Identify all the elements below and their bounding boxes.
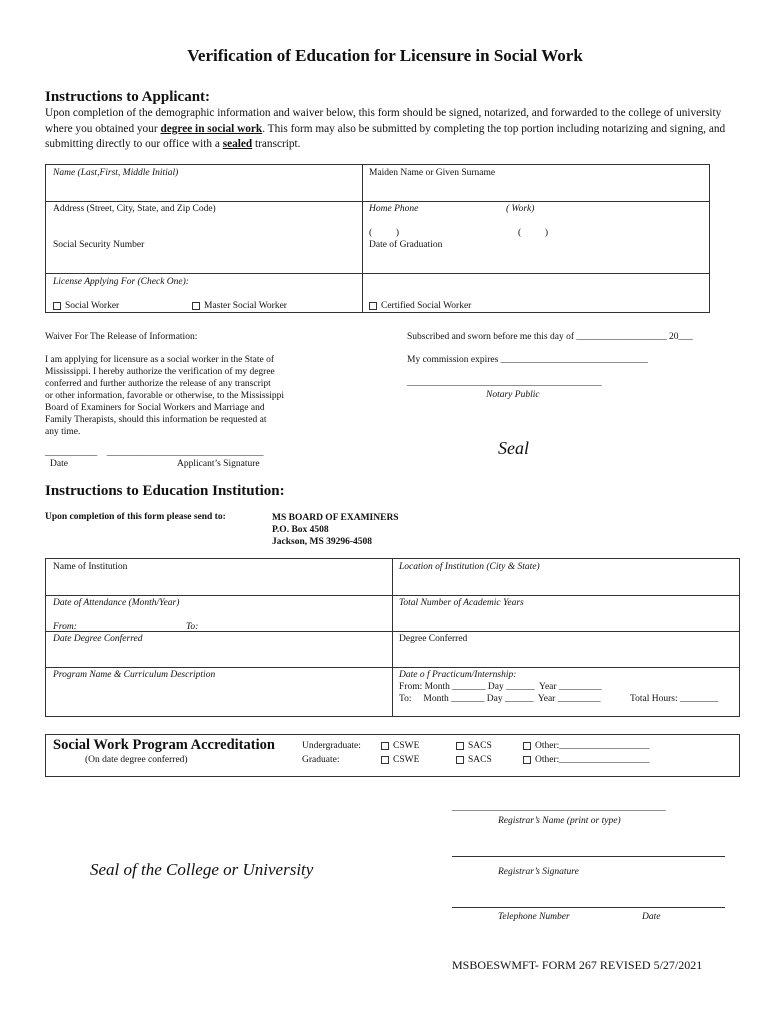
date-label: Date [50,459,68,469]
form-title: Verification of Education for Licensure in Social Work [187,46,583,65]
notary-public-label: Notary Public [486,390,540,400]
applicant-heading: Instructions to Applicant: [45,89,211,105]
institution-heading: Instructions to Education Institution: [45,483,285,499]
graduation-date-field[interactable]: Date of Graduation [369,240,443,250]
registrar-signature-label: Registrar’s Signature [498,867,579,877]
checkbox-icon [369,302,377,310]
social-worker-option[interactable]: Social Worker [53,301,119,311]
form-footer: MSBOESWMFT- FORM 267 REVISED 5/27/2021 [452,958,703,972]
attendance-to[interactable]: To: [186,622,199,632]
accreditation-box [45,734,740,777]
checkbox-icon [53,302,61,310]
work-phone-field[interactable]: ( Work) [506,204,535,214]
checkbox-icon [523,756,531,764]
ssn-field[interactable]: Social Security Number [53,240,145,250]
send-to-label: Upon completion of this form please send to: [45,512,226,522]
college-seal-label: Seal of the College or University [90,860,314,879]
checkbox-icon [381,742,389,750]
institution-table [45,558,740,717]
applicant-signature-label: Applicant’s Signature [177,459,260,469]
license-label: License Applying For (Check One): [53,277,189,287]
attendance-dates-field[interactable]: Date of Attendance (Month/Year) [53,598,180,608]
waiver-heading: Waiver For The Release of Information: [45,332,198,342]
practicum-label: Date o f Practicum/Internship: [399,670,517,680]
registrar-signature-line[interactable] [452,856,725,857]
sworn-statement[interactable]: Subscribed and sworn before me this day of ___________________ 20___ [407,332,693,342]
grad-other-option[interactable]: Other:___________________ [523,755,650,765]
maiden-name-field[interactable]: Maiden Name or Given Surname [369,168,496,178]
undergrad-other-option[interactable]: Other:___________________ [523,741,650,751]
accreditation-subtitle: (On date degree conferred) [85,755,188,765]
date-degree-conferred-field[interactable]: Date Degree Conferred [53,634,143,644]
undergrad-sacs-option[interactable]: SACS [456,741,492,751]
checkbox-icon [456,742,464,750]
registrar-date-label: Date [642,912,661,922]
degree-emphasis: degree in social work [160,122,263,135]
undergrad-cswe-option[interactable]: CSWE [381,741,419,751]
registrar-name-label: Registrar’s Name (print or type) [498,816,621,826]
applicant-signature-line[interactable]: ___________ _________________________________ [45,448,264,458]
checkbox-icon [381,756,389,764]
grad-cswe-option[interactable]: CSWE [381,755,419,765]
work-area-code: ( ) [518,228,549,238]
undergraduate-label: Undergraduate: [302,741,361,751]
telephone-label: Telephone Number [498,912,570,922]
accreditation-heading: Social Work Program Accreditation [53,737,275,753]
practicum-from[interactable]: From: Month _______ Day ______ Year _________ [399,682,602,692]
degree-conferred-field[interactable]: Degree Conferred [399,634,468,644]
checkbox-icon [523,742,531,750]
institution-name-field[interactable]: Name of Institution [53,562,128,572]
board-address: MS BOARD OF EXAMINERS P.O. Box 4508 Jackson, MS 39296-4508 [272,513,399,547]
checkbox-icon [192,302,200,310]
applicant-instructions: Upon completion of the demographic information and waiver below, this form should be signed, notarized, and forwarded to the college of university where you obtained your degree in social work. This form may also be submitted by completing the top portion including notarizing and signing, and submitting directly to our office with a sealed transcript. [45,107,726,150]
commission-expires[interactable]: My commission expires _______________________________ [407,355,648,365]
registrar-name-line[interactable]: _____________________________________________ [452,803,666,813]
checkbox-icon [456,756,464,764]
name-field[interactable]: Name (Last,First, Middle Initial) [53,168,179,178]
total-hours-field[interactable]: Total Hours: ________ [630,694,718,704]
academic-years-field[interactable]: Total Number of Academic Years [399,598,524,608]
notary-seal-label: Seal [498,438,529,458]
certified-social-worker-option[interactable]: Certified Social Worker [369,301,471,311]
waiver-text: I am applying for licensure as a social worker in the State of Mississippi. I hereby authorize the verification of my degree conferred and further authorize the release of any transcript or other information, favorable or otherwise, to the Mississippi Board of Examiners for Social Workers and Marriage and Family Therapists, should this information be requested at any time. [45,355,285,437]
program-description-field[interactable]: Program Name & Curriculum Description [53,670,216,680]
graduate-label: Graduate: [302,755,340,765]
sealed-emphasis: sealed [222,138,253,150]
attendance-from[interactable]: From: [53,622,77,632]
practicum-to[interactable]: To: Month _______ Day ______ Year _________ [399,694,601,704]
master-social-worker-option[interactable]: Master Social Worker [192,301,287,311]
home-area-code: ( ) [369,228,400,238]
grad-sacs-option[interactable]: SACS [456,755,492,765]
institution-location-field[interactable]: Location of Institution (City & State) [399,562,540,572]
home-phone-field[interactable]: Home Phone [369,204,419,214]
notary-signature-line[interactable]: _________________________________________ [407,378,602,388]
address-field[interactable]: Address (Street, City, State, and Zip Code) [53,204,216,214]
telephone-date-line[interactable] [452,907,725,908]
applicant-table [45,164,710,313]
